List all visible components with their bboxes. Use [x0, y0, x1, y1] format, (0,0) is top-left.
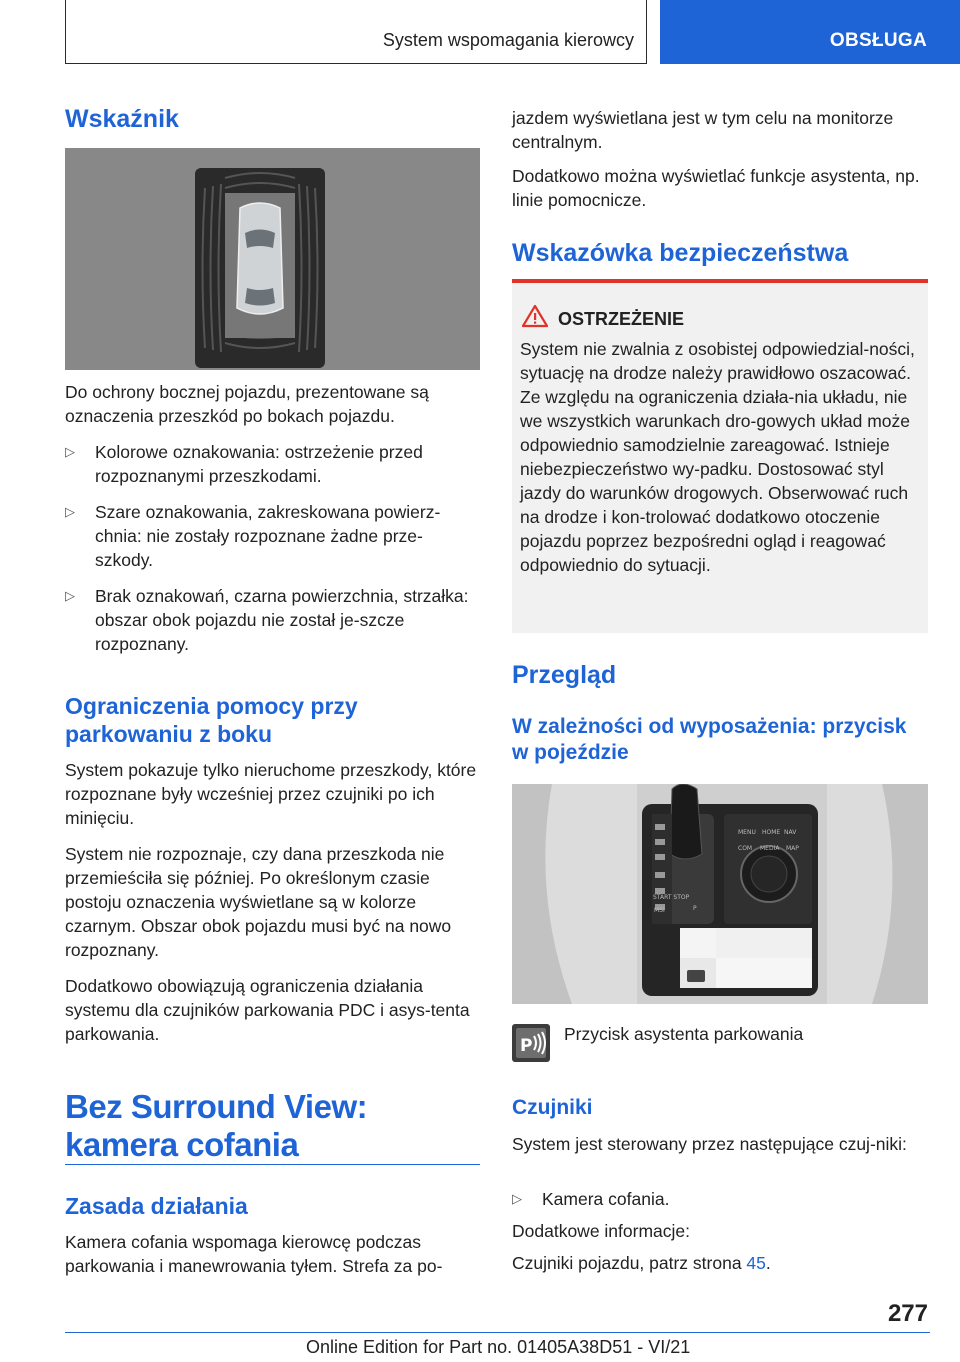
limits-paragraph-2: System nie rozpoznaje, czy dana przeszkoda nie przemieściła się później. Po określonym czasie postoju oznaczenia wyświetlane są w kolorze czarnym. Obszar obok pojazdu musi być na nowo rozpoznany. [65, 844, 452, 960]
warning-box [512, 279, 928, 633]
console-label-map: MAP [786, 845, 799, 852]
console-label-menu: MENU [738, 829, 756, 836]
svg-text:P: P [520, 1036, 533, 1056]
page-reference-link[interactable]: 45 [746, 1253, 766, 1273]
page-number: 277 [887, 1300, 928, 1327]
heading-czujniki: Czujniki [512, 1096, 593, 1119]
console-label-nav: NAV [784, 829, 797, 836]
bullet-triangle-icon: ▷ [65, 504, 75, 519]
header-section-tab [660, 0, 960, 64]
warning-top-border [512, 279, 928, 283]
console-label-start-stop: START STOP [653, 894, 690, 901]
heading-ograniczenia: Ograniczenia pomocy przy parkowaniu z boku [65, 693, 358, 747]
section-divider [65, 1164, 480, 1165]
button-caption: Przycisk asystenta parkowania [564, 1024, 804, 1044]
limits-paragraph-3: Dodatkowo obowiązują ograniczenia działania systemu dla czujników parkowania PDC i asys-tenta parkowania. [65, 976, 470, 1044]
center-console-image [512, 784, 928, 1004]
heading-wyposazenie: W zależności od wyposażenia: przycisk w pojeździe [512, 715, 907, 764]
parking-assistant-button-icon [512, 1024, 550, 1062]
header-chapter-box [65, 0, 647, 64]
heading-wskazowka-bezpieczenstwa: Wskazówka bezpieczeństwa [512, 239, 849, 267]
bullet-triangle-icon: ▷ [512, 1191, 522, 1206]
additional-functions-paragraph: Dodatkowo można wyświetlać funkcje asystenta, np. linie pomocnicze. [512, 166, 920, 210]
bullet-triangle-icon: ▷ [65, 444, 75, 459]
list-item [65, 500, 480, 572]
continued-paragraph: jazdem wyświetlana jest w tym celu na monitorze centralnym. [512, 108, 894, 152]
footer-divider [65, 1332, 930, 1333]
side-protection-display-image [65, 148, 480, 370]
bullet-text: Brak oznakowań, czarna powierzchnia, strzałka: obszar obok pojazdu nie został je-szcze rozpoznany. [95, 586, 469, 654]
intro-paragraph: Do ochrony bocznej pojazdu, prezentowane są oznaczenia przeszkód po bokach pojazdu. [65, 382, 429, 426]
console-label-home: HOME [762, 829, 781, 836]
footer-edition-text: Online Edition for Part no. 01405A38D51 - VI/21 [306, 1337, 691, 1357]
bullet-text: Kamera cofania. [542, 1189, 670, 1209]
heading-zasada-dzialania: Zasada działania [65, 1193, 248, 1219]
warning-title: OSTRZEŻENIE [558, 309, 685, 329]
limits-paragraph-1: System pokazuje tylko nieruchome przeszkody, które rozpoznane były wcześniej przez czujniki po ich minięciu. [65, 760, 477, 828]
console-label-com: COM [738, 845, 753, 852]
heading-bez-surround-view: Bez Surround View: kamera cofania [65, 1088, 368, 1163]
console-label-msi: MSI [654, 907, 665, 914]
reference-suffix: . [765, 1253, 771, 1273]
list-item [512, 1187, 928, 1211]
bullet-text: Kolorowe oznakowania: ostrzeżenie przed rozpoznanymi przeszkodami. [95, 442, 423, 486]
warning-text: System nie zwalnia z osobistej odpowiedzial-ności, sytuację na drodze należy prawidłowo oszacować. Ze względu na ograniczenia działa-nia układu, nie we wszystkich warunkach dro-gowych układ może odpowiednio samodzielnie zareagować. Istnieje niebezpieczeństwo wy-padku. Dostosować styl jazdy do warunków drogowych. Obserwować ruch na drodze i kon-trolować dodatkowo otoczenie pojazdu poprzez bezpośredni ogląd i reagować odpowiednio do sytuacji. [520, 339, 915, 575]
additional-info-label: Dodatkowe informacje: [512, 1221, 690, 1241]
heading-wskaznik: Wskaźnik [65, 105, 179, 133]
section-label: OBSŁUGA [829, 30, 927, 51]
bullet-triangle-icon: ▷ [65, 588, 75, 603]
heading-przeglad: Przegląd [512, 661, 617, 689]
reference-text: Czujniki pojazdu, patrz strona [512, 1253, 747, 1273]
sensors-paragraph: System jest sterowany przez następujące czuj-niki: [512, 1134, 907, 1154]
chapter-title: System wspomagania kierowcy [382, 30, 634, 50]
principle-paragraph: Kamera cofania wspomaga kierowcę podczas parkowania i manewrowania tyłem. Strefa za po- [65, 1232, 443, 1276]
warning-triangle-icon [522, 304, 548, 328]
list-item [65, 584, 480, 656]
bullet-text: Szare oznakowania, zakreskowana powierz-chnia: nie zostały rozpoznane żadne prze-szkody. [95, 502, 441, 570]
list-item [65, 440, 480, 488]
console-label-park: P [693, 905, 697, 912]
console-label-media: MEDIA [760, 845, 780, 852]
sensors-reference [512, 1251, 928, 1275]
